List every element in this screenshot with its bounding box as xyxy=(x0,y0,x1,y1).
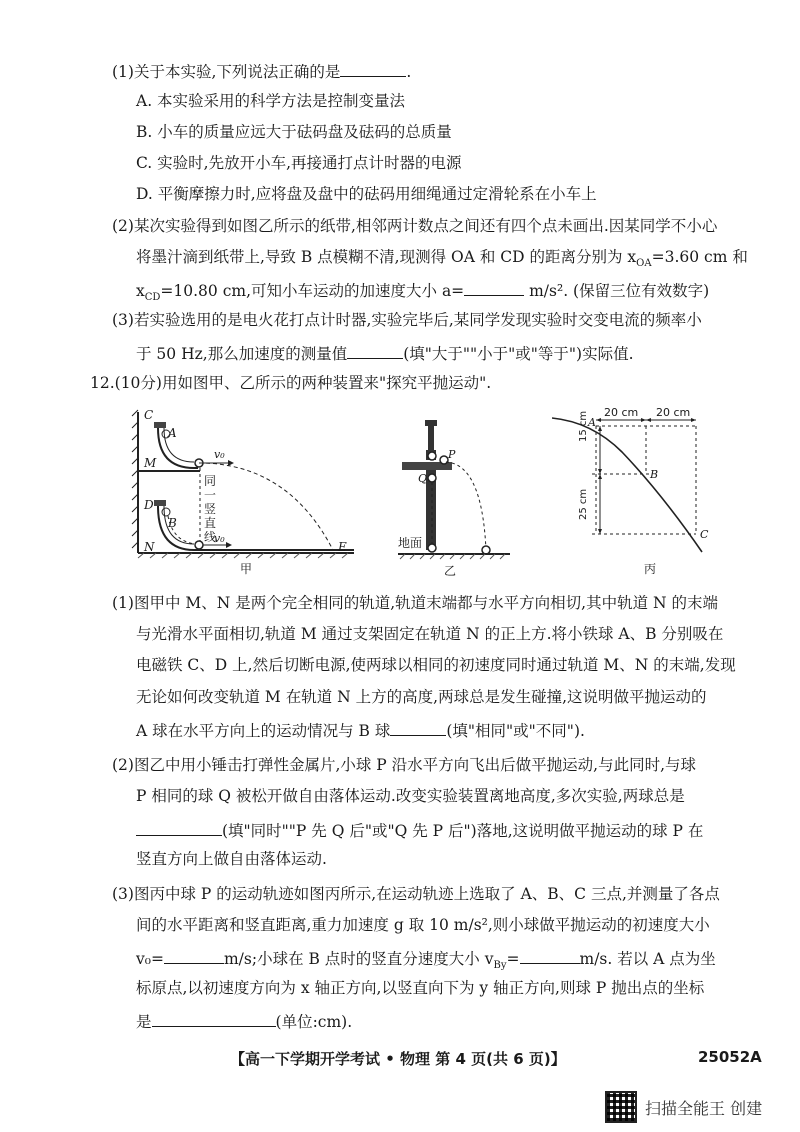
caption-jia: 甲 xyxy=(240,562,253,576)
figure-yi xyxy=(394,418,514,578)
q12-part3-line4: 标原点,以初速度方向为 x 轴正方向,以竖直向下为 y 轴正方向,则球 P 抛出点的坐标 xyxy=(136,979,705,997)
q11-part3-line2: 于 50 Hz,那么加速度的测量值 (填"大于""小于"或"等于")实际值. xyxy=(136,340,634,365)
answer-blank[interactable] xyxy=(347,340,403,359)
footer-code: 25052A xyxy=(698,1048,762,1066)
q11-part2-line1: (2)某次实验得到如图乙所示的纸带,相邻两计数点之间还有四个点未画出.因某同学不小心 xyxy=(112,217,718,235)
q12-part1-line4: 无论如何改变轨道 M 在轨道 N 上方的高度,两球总是发生碰撞,这说明做平抛运动的 xyxy=(136,688,707,706)
label-v0-bottom: v₀ xyxy=(214,532,225,545)
label-d: D xyxy=(144,498,154,512)
caption-bing: 丙 xyxy=(644,562,657,576)
label-b: B xyxy=(650,468,659,481)
q11-part2-line2: 将墨汁滴到纸带上,导致 B 点模糊不清,现测得 OA 和 CD 的距离分别为 $x_{OA}=3.60$ cm 和 xyxy=(136,248,748,270)
q11-part3-line1: (3)若实验选用的是电火花打点计时器,实验完毕后,某同学发现实验时交变电流的频率小 xyxy=(112,311,702,329)
option-c: C. 实验时,先放开小车,再接通打点计时器的电源 xyxy=(136,154,462,172)
q11-part2-line3: $x_{CD}=10.80$ cm,可知小车运动的加速度大小 a= m/s². (保留三位有效数字) xyxy=(136,277,709,309)
label-dx1: 20 cm xyxy=(604,406,639,419)
q12-part1-line2: 与光滑水平面相切,轨道 M 通过支架固定在轨道 N 的正上方.将小铁球 A、B 分别吸在 xyxy=(136,625,724,643)
option-b: B. 小车的质量应远大于砝码盘及砝码的总质量 xyxy=(136,123,452,141)
q12-part2-line1: (2)图乙中用小锤击打弹性金属片,小球 P 沿水平方向飞出后做平抛运动,与此同时,与球 xyxy=(112,756,697,774)
label-ground: 地面 xyxy=(398,536,423,550)
option-d: D. 平衡摩擦力时,应将盘及盘中的砝码用细绳通过定滑轮系在小车上 xyxy=(136,185,597,203)
q12-part1-line5: A 球在水平方向上的运动情况与 B 球 (填"相同"或"不同"). xyxy=(136,717,585,742)
label-n: N xyxy=(144,540,155,554)
scanner-watermark xyxy=(605,1090,762,1124)
q12-part2-line3: (填"同时""P 先 Q 后"或"Q 先 P 后")落地,这说明做平抛运动的球 P 在 xyxy=(136,817,703,842)
q12-part3-line2: 间的水平距离和竖直距离,重力加速度 g 取 10 m/s²,则小球做平抛运动的初速度大小 xyxy=(136,916,710,934)
label-e: E xyxy=(338,540,347,554)
answer-blank[interactable] xyxy=(520,945,580,964)
q12-part3-line1: (3)图丙中球 P 的运动轨迹如图丙所示,在运动轨迹上选取了 A、B、C 三点,并测量了各点 xyxy=(112,885,720,903)
q12-part2-line4: 竖直方向上做自由落体运动. xyxy=(136,850,327,868)
caption-yi: 乙 xyxy=(444,564,457,578)
answer-blank[interactable] xyxy=(340,58,406,77)
answer-blank[interactable] xyxy=(136,817,222,836)
label-v0-top: v₀ xyxy=(214,448,225,461)
q12-part3-line3: v₀= m/s;小球在 B 点时的竖直分速度大小 $v_{By}= m/s$. 若以 A 点为坐 xyxy=(136,945,716,977)
q12-part2-line2: P 相同的球 Q 被松开做自由落体运动.改变实验装置离地高度,多次实验,两球总是 xyxy=(136,787,685,805)
q12-title: 12.(10分)用如图甲、乙所示的两种装置来"探究平抛运动". xyxy=(90,374,492,392)
figure-bing xyxy=(552,406,722,580)
answer-blank[interactable] xyxy=(164,945,224,964)
figure-jia xyxy=(128,408,364,578)
q12-part1-line1: (1)图甲中 M、N 是两个完全相同的轨道,轨道末端都与水平方向相切,其中轨道 N 的末端 xyxy=(112,594,719,612)
watermark-text: 扫描全能王 创建 xyxy=(645,1098,763,1118)
q12-part3-line5: 是 (单位:cm). xyxy=(136,1008,352,1033)
label-a: A xyxy=(588,416,596,429)
answer-blank[interactable] xyxy=(152,1008,276,1027)
q11-part1: (1)关于本实验,下列说法正确的是 . xyxy=(112,58,411,83)
label-dx2: 20 cm xyxy=(656,406,691,419)
option-a: A. 本实验采用的科学方法是控制变量法 xyxy=(136,92,406,110)
footer-title: 【高一下学期开学考试 • 物理 第 4 页(共 6 页)】 xyxy=(230,1050,566,1068)
label-a: A xyxy=(168,426,177,440)
label-dy2: 25 cm xyxy=(578,488,589,520)
answer-blank[interactable] xyxy=(390,717,446,736)
q12-part1-line3: 电磁铁 C、D 上,然后切断电源,使两球以相同的初速度同时通过轨道 M、N 的末端,发现 xyxy=(136,656,736,674)
label-c: C xyxy=(700,528,709,541)
label-dy1: 15 cm xyxy=(578,410,589,442)
answer-blank[interactable] xyxy=(464,277,524,296)
label-q: Q xyxy=(418,472,428,485)
same-vertical-line-label: 同 一 竖 直 线 xyxy=(204,474,217,544)
label-p: P xyxy=(448,448,456,461)
label-b: B xyxy=(168,516,177,530)
label-m: M xyxy=(144,456,157,470)
qr-code-icon xyxy=(605,1091,637,1123)
label-c: C xyxy=(144,408,154,422)
